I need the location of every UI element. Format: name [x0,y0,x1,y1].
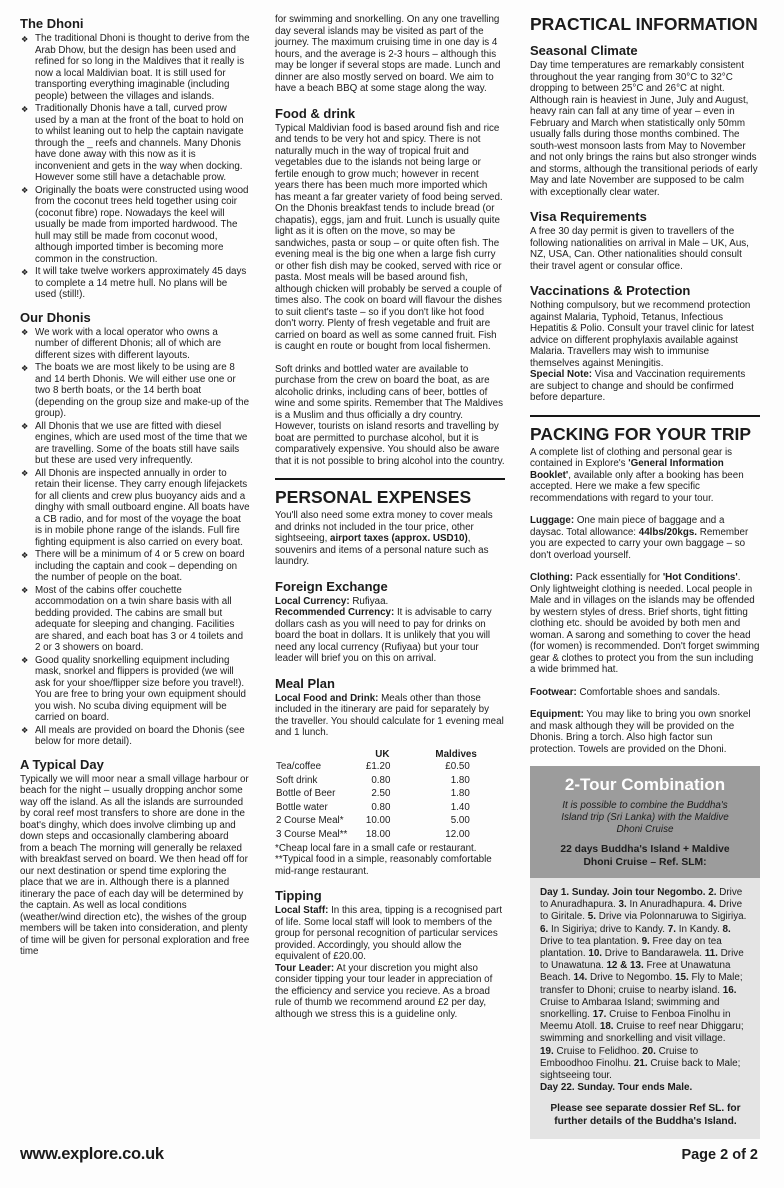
vaccinations-paragraph: Nothing compulsory, but we recommend protection against Malaria, Typhoid, Tetanus, Infectious Hepatitis & Polio. Consult your travel clinic for latest advice on different prophylaxis available against Malaria. Travellers may wish to immunise themselves against Meningitis. [530,300,754,369]
clothing-paragraph: Clothing: Pack essentially for 'Hot Conditions'. Only lightweight clothing is needed. Local people in Male and in villages on the islands may be offended by western styles of dress. Brief shorts, tight fitting clothing etc. should be avoided by both men and woman. A sarong and something to cover the head (for women) is recommended. Don't forget swimming gear & clothes to protect you from the sun including a wide brimmed hat. [530,572,760,675]
tour-box-header [530,766,760,878]
equipment-paragraph: Equipment: You may like to bring you own snorkel and mask although they will be provided on the Dhonis. Bring a torch. Also high factor sun protection. Towels are provided on the Dhoni. [530,709,751,755]
price-value-cell: 12.00 [445,829,470,841]
typical-day-paragraph: Typically we will moor near a small village harbour or beach for the night – usually dropping anchor some way off the island. As all the islands are surrounded by coral reef most transfers to shore are done in the boat's dinghy, which does involve climbing up and down steps and occasionally clambering aboard from a beach The morning will generally be relaxed with breakfast served on board. We then head off for our next destination or spend time exploring the place that we are in. Although there is a planned itinerary the pace of each day will be determined by the captain. As well as local conditions (weather/wind direction etc), the wishes of the group members will be taken into consideration, and plenty of time will be given for personal exploration and free time [20,773,250,957]
page-number: Page 2 of 2 [681,1147,758,1163]
tipping-local-staff-paragraph: Local Staff: In this area, tipping is a recognised part of life. Some local staff will look to members of the group for personal recognition of particular services provided. Accordingly, you should allow the equivalent of £20.00. [275,905,503,963]
price-item-cell: 3 Course Meal** [276,829,348,841]
price-item-cell: Tea/coffee [276,761,322,773]
practical-information-heading: PRACTICAL INFORMATION [530,14,758,34]
special-note-paragraph: Special Note: Visa and Vaccination requirements are subject to change and should be confirmed before departure. [530,369,746,403]
page-footer [20,1145,758,1164]
our-dhonis-heading: Our Dhonis [20,309,91,325]
price-row [275,787,496,801]
price-value-cell: 0.80 [371,774,391,786]
packing-heading: PACKING FOR YOUR TRIP [530,423,752,444]
luggage-paragraph: Luggage: One main piece of baggage and a daysac. Total allowance: 44lbs/20kgs. Remember you are expected to carry your own baggage – so don't overload yourself. [530,515,749,561]
section-divider [530,415,760,417]
bullet-item: ❖ All Dhonis that we use are fitted with diesel engines, which are used most of the time that we are travelling. Some of the boats still have sails but these are used very infrequently. [20,421,250,467]
bullet-item: ❖ All Dhonis are inspected annually in order to retain their license. They carry enough lifejackets for all clients and crew plus buoyancy aids and a dinghy with small outboard engine. All boats have a CB radio, and for most of the voyage the boat is in mobile phone range of the islands. Full fire fighting equipment is also carried on every boat. [20,468,250,549]
price-item-cell: 2 Course Meal* [276,815,344,827]
bullet-item: ❖ All meals are provided on board the Dhonis (see below for more detail). [20,725,250,748]
meal-plan-heading: Meal Plan [275,675,335,691]
our-dhonis-bullet-list [20,327,250,748]
bullet-item: ❖ Good quality snorkelling equipment including mask, snorkel and flippers is provided (we will ask for your shoe/flipper size before you travel!). You are free to bring your own equipment should you wish. No scuba diving equipment will be carried on board. [20,655,250,724]
seasonal-climate-paragraph: Day time temperatures are remarkably consistent throughout the year ranging from 30°C to 32°C dropping to between 25°C and 26°C at night. Although rain is heaviest in June, July and August, heavy rain can fall at any time of year – even in February and March when statistically only 50mm usually falls during those months combined. The south-west monsoon lasts from May to November and not only brings the rains but also stronger winds and storms, although the transitional periods of early May and late November are supposed to be calm with exceptionally clear water. [530,60,758,198]
section-divider [275,478,505,480]
table-footnote-2: **Typical food in a simple, reasonably comfortable mid-range restaurant. [275,854,492,877]
price-value-cell: 1.80 [450,788,470,800]
tour-box-title: 2-Tour Combination [564,775,726,794]
price-table-uk-header: UK [375,748,390,760]
price-value-cell: 1.40 [450,801,470,813]
price-value-cell: £1.20 [365,761,391,773]
bullet-item: ❖ We work with a local operator who owns a number of different Dhonis; all of which are different sizes with different layouts. [20,327,250,362]
price-value-cell: 18.00 [365,829,391,841]
recommended-currency-paragraph: Recommended Currency: It is advisable to carry dollars cash as you will need to pay for drinks on board the boat in dollars. It is unlikely that you will need any local currency (Rufiyaa) but your tour leader will brief you on this on arrival. [275,607,492,664]
food-drink-paragraph-2: Soft drinks and bottled water are available to purchase from the crew on board the boat, as are alcoholic drinks, including cans of beer, bottles of wine and some spirits. Remember that The Maldives is a Muslim and thus officially a dry country. However, tourists on island resorts and travelling by boat are permitted to purchase alcohol, but it is comparatively expensive. You should also be aware that it is not possible to bring alcohol into the country. [275,363,505,467]
dhoni-bullet-list [20,33,250,301]
price-row [275,814,496,828]
meal-price-table [275,749,496,842]
tour-itinerary-paragraph: Day 1. Sunday. Join tour Negombo. 2. Drive to Anuradhapura. 3. In Anuradhapura. 4. Drive to Giritale. 5. Drive via Polonnaruwa to Sigiriya. 6. In Sigiriya; drive to Kandy. 7. In Kandy. 8. Drive to tea plantation. 9. Free day on tea plantation. 10. Drive to Bandarawela. 11. Drive to Unawatuna. 12 & 13. Free at Unawatuna Beach. 14. Drive to Negombo. 15. Fly to Male; transfer to Dhoni; cruise to nearby island. 16. Cruise to Ambaraa Island; swimming and snorkelling. 17. Cruise to Fenboa Finolhu in Meemu Atoll. 18. Cruise to reef near Dhiggaru; swimming and snorkelling and visit village. 19. Cruise to Felidhoo. 20. Cruise to Emboodhoo Finolhu. 21. Cruise back to Male; sightseeing tour. Day 22. Sunday. Tour ends Male. [540,887,747,1094]
price-value-cell: 10.00 [365,815,391,827]
price-value-cell: 0.80 [371,801,391,813]
tour-box-body [530,878,760,1139]
foreign-exchange-heading: Foreign Exchange [275,578,388,594]
price-row [275,828,496,842]
column-right [530,14,760,1139]
tipping-heading: Tipping [275,888,322,904]
tour-box-note: Please see separate dossier Ref SL. for further details of the Buddha's Island. [550,1103,741,1127]
column-middle [275,14,505,1139]
table-footnote-1: *Cheap local fare in a small cafe or restaurant. [275,842,477,854]
price-row [275,774,496,788]
bullet-item: ❖ The traditional Dhoni is thought to derive from the Arab Dhow, but the design has been used and refined for so long in the Maldives that it really is now a local Maldivian boat. It is still used for transporting everything imaginable (including people) between the villages and islands. [20,33,250,102]
tour-box-combo-line: 22 days Buddha's Island + Maldive Dhoni Cruise – Ref. SLM: [560,844,730,868]
food-drink-paragraph-1: Typical Maldivian food is based around fish and rice and tends to be very hot and spicy. There is not naturally much in the way of tropical fruit and vegetables due to the islands not being large or fertile enough to grow much; however in recent years there has been much more imported which has meant a far greater variety of food being served. On the Dhonis breakfast tends to include bread (or chapatis), eggs, jam and fruit. Lunch is usually quite light as it is often on the move, so may be sandwiches, pasta or soup – or quite often fish. The evening meal is the big one when a large fish curry or other fish dish may be cooked, served with rice or pasta. Most meals will be based around fish, although chicken will probably be served a couple of times also. The cook on board will flavour the dishes to suit client's taste – so if you don't like hot food don't worry. Plenty of fresh vegetable and fruit are carried on board as well as some canned fruit. Fish is caught en route or bought from local fishermen. [275,122,503,352]
packing-intro-paragraph: A complete list of clothing and personal gear is contained in Explore's 'General Information Booklet', available only after a booking has been accepted. Here we make a few specific recommendations with regard to your tour. [530,446,744,504]
local-currency-line: Local Currency: Rufiyaa. [275,595,389,607]
tipping-tour-leader-paragraph: Tour Leader: At your discretion you might also consider tipping your tour leader in appreciation of the efficiency and service you recieve. As a broad rule of thumb we recommend around £2 per day, although we stress this is a guideline only. [275,962,493,1020]
price-value-cell: 2.50 [371,788,391,800]
bullet-item: ❖ Originally the boats were constructed using wood from the coconut trees held together using coir (coconut fibre) rope. Nowadays the keel will usually be made from imported hardwood. The hull may still be made from coconut wood, although imported timber is becoming more common in the construction. [20,185,250,266]
price-value-cell: 1.80 [450,774,470,786]
food-drink-heading: Food & drink [275,105,356,121]
price-table-item-header [275,749,348,761]
visa-requirements-paragraph: A free 30 day permit is given to travellers of the following nationalities on arrival in Male – UK, Aus, NZ, USA, Can. Other nationalities should consult their travel agent or consular office. [530,226,749,272]
price-table-body [275,760,496,842]
visa-requirements-heading: Visa Requirements [530,209,647,224]
price-table-maldives-header: Maldives [435,748,477,760]
two-tour-combination-box [530,766,760,1139]
column-left [20,14,250,1139]
personal-expenses-heading: PERSONAL EXPENSES [275,487,472,507]
price-item-cell: Bottle of Beer [276,788,336,800]
bullet-item: ❖ Most of the cabins offer couchette accommodation on a twin share basis with all bedding provided. The cabins are small but adequate for sleeping and changing. Facilities are shared, and each boat has 3 or 4 toilets and 2 or 3 showers on board. [20,585,250,654]
bullet-item: ❖ Traditionally Dhonis have a tall, curved prow used by a man at the front of the boat to hold on to whilst leaning out to help the captain navigate through the _ reefs and channels. Many Dhonis have done away with this now as it is inconvenient and gets in the way when docking. However some still have a detachable prow. [20,103,250,184]
website-link[interactable]: www.explore.co.uk [20,1145,164,1163]
price-item-cell: Bottle water [276,801,328,813]
price-row [275,801,496,815]
typical-day-heading: A Typical Day [20,756,104,772]
price-row [275,760,496,774]
personal-expenses-paragraph: You'll also need some extra money to cover meals and drinks not included in the tour price, other sightseeing, airport taxes (approx. USD10), souvenirs and items of a personal nature such as laundry. [275,510,493,567]
price-item-cell: Soft drink [276,774,318,786]
price-value-cell: 5.00 [450,815,470,827]
tour-box-subtitle: It is possible to combine the Buddha's Island trip (Sri Lanka) with the Maldive Dhoni Cruise [561,800,729,835]
swimming-intro-paragraph: for swimming and snorkelling. On any one travelling day several islands may be visited as part of the journey. The maximum cruising time in one day is 4 hours, and the average is 2-3 hours – although this may be longer if several stops are made. Lunch and dinner are also mostly served on board. We aim to have a beach BBQ at some stage along the way. [275,14,501,94]
local-food-drink-paragraph: Local Food and Drink: Meals other than those included in the itinerary are paid for separately by the traveller. You should calculate for 1 evening meal and 1 lunch. [275,692,504,738]
the-dhoni-heading: The Dhoni [20,16,84,31]
price-value-cell: £0.50 [445,761,470,773]
vaccinations-heading: Vaccinations & Protection [530,283,691,298]
seasonal-climate-heading: Seasonal Climate [530,43,638,58]
price-table-header-row [275,749,496,761]
footwear-paragraph: Footwear: Comfortable shoes and sandals. [530,686,721,698]
bullet-item: ❖ There will be a minimum of 4 or 5 crew on board including the captain and cook – depending on the number of people on the boat. [20,549,250,584]
bullet-item: ❖ It will take twelve workers approximately 45 days to complete a 14 metre hull. No plans will be used (still!). [20,266,250,301]
bullet-item: ❖ The boats we are most likely to be using are 8 and 14 berth Dhonis. We will either use one or two 8 berth boats, or the 14 berth boat (depending on the group size and make-up of the group). [20,362,250,420]
